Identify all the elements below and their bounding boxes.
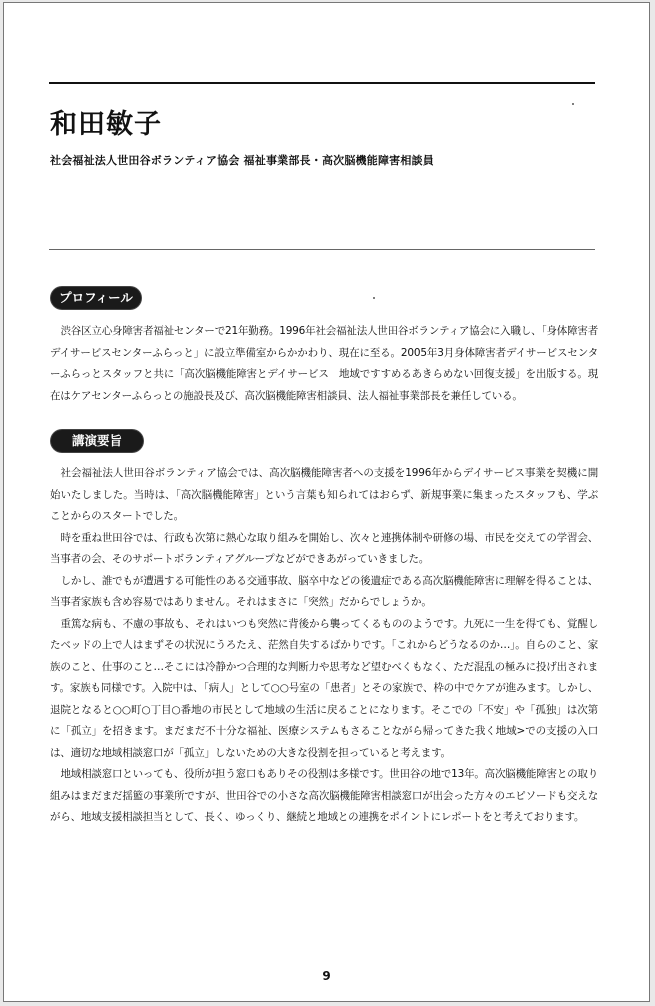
lecture-paragraph-4: 重篤な病も、不慮の事故も、それはいつも突然に背後から襲ってくるもののようです。九死に一生を得ても、覚醒したベッドの上で人はまずその状況にうろたえ、茫然自失するばかりです。「これからどうなるのか…」。自らのこと、家族のこと、仕事のこと…そこには冷静かつ合理的な判断力や思考など望むべくもなく、ただ混乱の極みに投げ出されます。家族も同様です。入院中は、「病人」として○○号室の「患者」とその家族で、枠の中でケアが進みます。しかし、退院となると○○町○丁目○番地の市民として地域の生活に戻ることになります。そこでの「不安」や「孤独」は次第に「孤立」を招きます。まだまだ不十分な福祉、医療システムもさることながら帰ってきた我く地域>での支援の入口は、適切な地域相談窓口が「孤立」しないための大きな役割を担っていると考えます。 bbox=[50, 617, 598, 759]
section-divider bbox=[49, 249, 595, 250]
page-number: 9 bbox=[322, 969, 331, 983]
lecture-heading-badge: 講演要旨 bbox=[51, 430, 143, 452]
document-page bbox=[3, 2, 650, 1002]
scan-speck bbox=[572, 103, 574, 105]
lecture-paragraph-2: 時を重ね世田谷では、行政も次第に熱心な取り組みを開始し、次々と連携体制や研修の場、市民を交えての学習会、当事者の会、そのサポートボランティアグループなどができあがっていきました。 bbox=[50, 531, 598, 565]
author-name: 和田敏子 bbox=[50, 109, 162, 140]
top-rule bbox=[49, 82, 595, 84]
lecture-paragraph-5: 地域相談窓口といっても、役所が担う窓口もありその役割は多様です。世田谷の地で13年。高次脳機能障害との取り組みはまだまだ揺籃の事業所ですが、世田谷での小さな高次脳機能障害相談窓口が出会った方々のエピソードも交えながら、地域支援相談担当として、長く、ゆっくり、継続と地域との連携をポイントにレポートをと考えております。 bbox=[50, 768, 598, 823]
profile-text bbox=[50, 321, 598, 407]
author-affiliation: 社会福祉法人世田谷ボランティア協会 福祉事業部長・高次脳機能障害相談員 bbox=[50, 154, 434, 167]
lecture-paragraph-1: 社会福祉法人世田谷ボランティア協会では、高次脳機能障害者への支援を1996年からデイサービス事業を契機に開始いたしました。当時は、「高次脳機能障害」という言葉も知られてはおらず、新規事業に集まったスタッフも、学ぶことからのスタートでした。 bbox=[50, 467, 598, 522]
profile-paragraph: 渋谷区立心身障害者福祉センターで21年勤務。1996年社会福祉法人世田谷ボランティア協会に入職し、「身体障害者デイサービスセンターふらっと」に設立準備室からかかわり、現在に至る。2005年3月身体障害者デイサービスセンターふらっとスタッフと共に「高次脳機能障害とデイサービス 地域ですすめるあきらめない回復支援」を出版する。現在はケアセンターふらっとの施設長及び、高次脳機能障害相談員、法人福祉事業部長を兼任している。 bbox=[50, 325, 598, 402]
lecture-paragraph-3: しかし、誰でもが遭遇する可能性のある交通事故、脳卒中などの後遺症である高次脳機能障害に理解を得ることは、当事者家族も含め容易ではありません。それはまさに「突然」だからでしょうか。 bbox=[50, 574, 598, 608]
scan-speck bbox=[373, 297, 375, 299]
profile-heading-badge: プロフィール bbox=[51, 287, 141, 309]
lecture-text bbox=[50, 463, 598, 829]
